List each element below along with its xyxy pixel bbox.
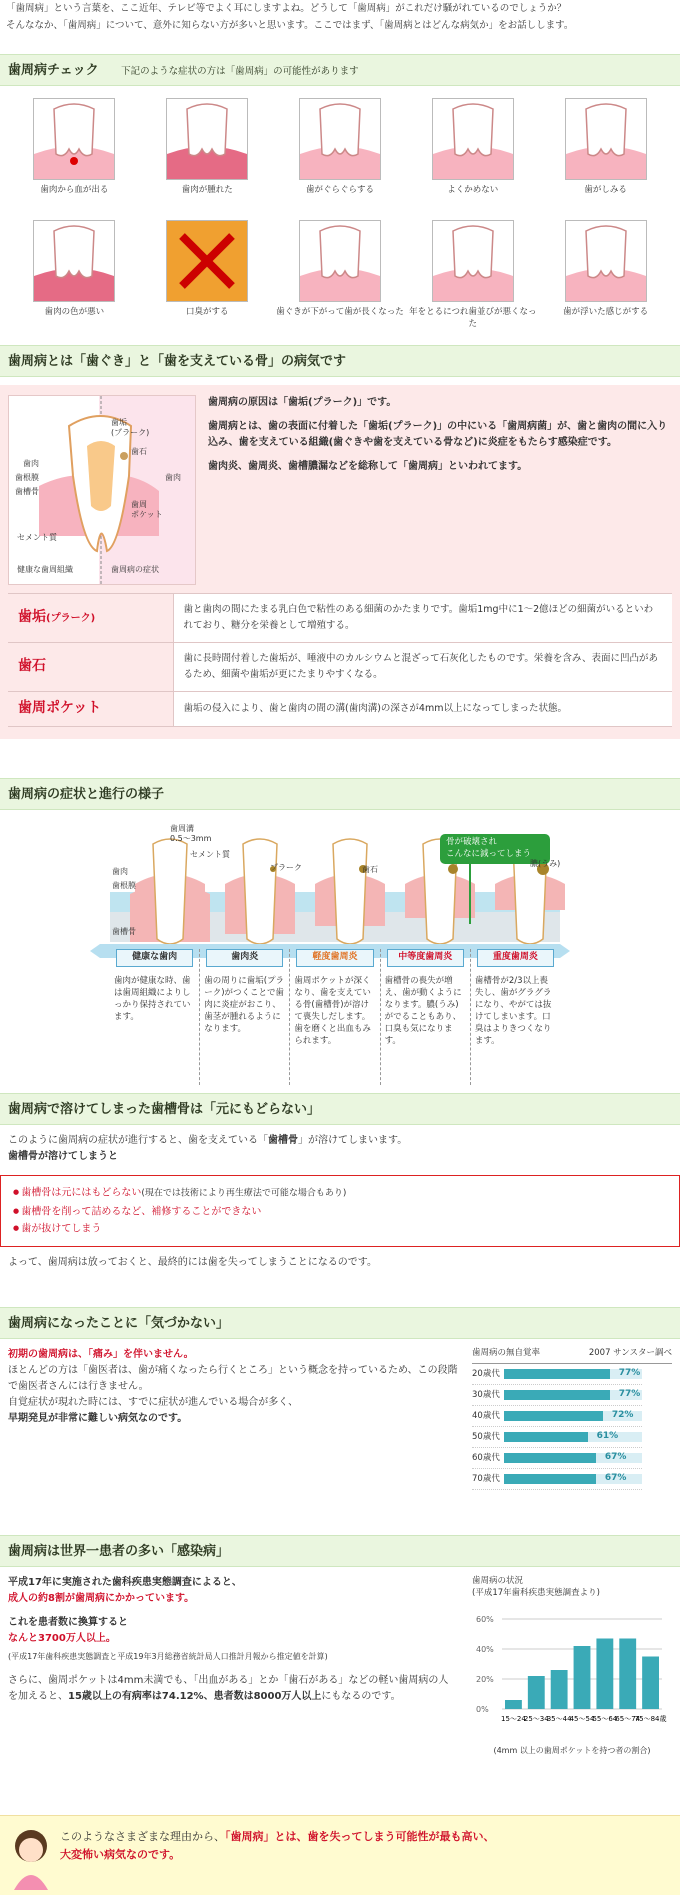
- y-tick: 40%: [476, 1645, 494, 1654]
- label-plaque-2: プラーク: [270, 863, 302, 872]
- hbar-fill: [504, 1431, 619, 1442]
- check-item: [274, 98, 407, 212]
- intro-line1: 「歯周病」という言葉を、ここ近年、テレビ等でよく耳にしますよね。どうして「歯周病」がこれだけ騒がれているのでしょうか？: [6, 3, 567, 14]
- bone-text: [0, 1125, 680, 1173]
- hbar-fill: [504, 1368, 641, 1379]
- warn-box: [0, 1175, 680, 1247]
- warn-text: 歯槽骨は元にはもどらない: [21, 1187, 142, 1199]
- check-item: [406, 220, 539, 334]
- hbar-row: [472, 1469, 642, 1490]
- infection-heading: 歯周病は世界一患者の多い「感染病」: [0, 1535, 680, 1567]
- warn-item: [13, 1184, 667, 1203]
- infection-text: [8, 1575, 472, 1757]
- stage-desc: 歯槽骨が2/3以上喪失し、歯がグラグラになり、やがては抜けてしまいます。口臭はよりきつくなります。: [474, 975, 552, 1046]
- intro: [0, 0, 680, 34]
- infection-p3-bold: 15歳以上の有病率は74.12%、患者数は8000万人以上: [68, 1691, 322, 1702]
- check-item: [274, 220, 407, 334]
- unaware-p3: 早期発見が非常に難しい病気なのです。: [8, 1413, 188, 1424]
- stage-column: [471, 949, 560, 1085]
- hbar-value: 72%: [611, 1410, 634, 1421]
- infection-p3-suffix: にもなるのです。: [321, 1691, 401, 1702]
- term-label: 歯垢: [18, 609, 46, 625]
- stage-desc: 歯槽骨の喪失が増え、歯が動くようになります。膿(うみ)がでることもあり、口臭も気になります。: [384, 975, 462, 1046]
- hbar-fill: [504, 1410, 634, 1421]
- bone-p1-suffix: 」が溶けてしまいます。: [298, 1135, 408, 1146]
- label-ligament: 歯根膜: [15, 473, 39, 482]
- label-bone-2: 歯槽骨: [112, 927, 136, 936]
- stage-column: [110, 949, 200, 1085]
- nurse-icon: [6, 1822, 56, 1892]
- check-item: [406, 98, 539, 212]
- label-tartar: 歯石: [131, 447, 147, 456]
- what-section: [0, 345, 680, 739]
- term-row: [8, 692, 672, 727]
- check-item: [539, 220, 672, 334]
- bite-problem-icon: [432, 98, 514, 180]
- unaware-p2: 自覚症状が現れた時には、すでに症状が進んでいる場合が多く、: [8, 1397, 299, 1408]
- hbar-fill: [504, 1473, 627, 1484]
- infection-p1: 平成17年に実施された歯科疾患実態調査によると、: [8, 1577, 242, 1588]
- hbar-value: 67%: [604, 1452, 627, 1463]
- stage-desc: 歯肉が健康な時、歯は歯周組織によりしっかり保持されています。: [114, 975, 191, 1022]
- hbar-value: 67%: [604, 1473, 627, 1484]
- term-row: [8, 643, 672, 692]
- hbar-category: 60歳代: [472, 1452, 500, 1463]
- final-red2: 大変怖い病気なのです。: [60, 1848, 181, 1861]
- x-tick: 75〜84歳: [634, 1715, 667, 1723]
- intro-line2: そんななか、「歯周病」について、意外に知らない方が多いと思います。ここではまず、「歯周病とはどんな病気か」をお話しします。: [6, 20, 574, 31]
- warn-text: 歯槽骨を削って詰めるなど、補修することができない: [21, 1206, 262, 1217]
- infection-section: [0, 1535, 680, 1765]
- progress-diagram: [0, 814, 680, 1104]
- crooked-teeth-icon: [432, 220, 514, 302]
- label-disease: 歯周病の症状: [111, 565, 159, 574]
- bone-p1-bold: 歯槽骨: [268, 1135, 298, 1146]
- term-desc: 歯と歯肉の間にたまる乳白色で粘性のある細菌のかたまりです。歯垢1mg中に1〜2億ほどの細菌がいるといわれており、糖分を栄養として増殖する。: [173, 594, 672, 643]
- check-heading: [0, 54, 680, 86]
- stage-column: [290, 949, 380, 1085]
- label-plaque: 歯垢 (プラーク): [111, 418, 150, 437]
- stage-label: 重度歯周炎: [477, 949, 554, 967]
- hbar-row: [472, 1385, 642, 1406]
- vbar: [619, 1639, 636, 1710]
- warn-note: (現在では技術により再生療法で可能な場合もあり): [141, 1188, 347, 1199]
- bone-p2: 歯槽骨が溶けてしまうと: [8, 1151, 118, 1162]
- unaware-chart-title: 歯周病の無自覚率: [472, 1348, 541, 1358]
- final-prefix: このようなさまざまな理由から、: [60, 1830, 225, 1843]
- x-tick: 55〜64: [592, 1715, 618, 1723]
- stage-label: 健康な歯肉: [116, 949, 193, 967]
- check-item: [539, 98, 672, 212]
- check-caption: 歯が浮いた感じがする: [563, 307, 649, 317]
- x-tick: 35〜44: [546, 1715, 572, 1723]
- terms-table: [8, 593, 672, 727]
- stage-column: [381, 949, 471, 1085]
- check-caption: 歯がしみる: [584, 185, 627, 195]
- bone-section: [0, 1093, 680, 1279]
- progress-heading: 歯周病の症状と進行の様子: [0, 778, 680, 810]
- unaware-text: [8, 1347, 472, 1490]
- label-gum-left: 歯肉: [23, 459, 39, 468]
- check-caption: 歯肉から血が出る: [40, 185, 109, 195]
- what-p2: 歯周病とは、歯の表面に付着した「歯垢(プラーク)」の中にいる「歯周病菌」が、歯と歯肉の間に入り込み、歯を支えている組織(歯ぐきや歯を支えている骨など)に炎症をもたらす感染症です。: [208, 421, 668, 448]
- callout-text: 骨が破壊され こんなに減ってしまう: [446, 837, 532, 859]
- x-tick: 65〜74: [615, 1715, 641, 1723]
- y-tick: 20%: [476, 1675, 494, 1684]
- hbar-category: 50歳代: [472, 1431, 500, 1442]
- infection-p2: これを患者数に換算すると: [8, 1617, 128, 1628]
- receding-gum-icon: [299, 220, 381, 302]
- infection-p3-prefix: さらに、歯周ポケットは4mm未満でも、「出血がある」とか「歯石がある」などの軽い歯周病の人を加えると、: [8, 1675, 449, 1702]
- what-heading: 歯周病とは「歯ぐき」と「歯を支えている骨」の病気です: [0, 345, 680, 377]
- label-gum-right: 歯肉: [165, 473, 181, 482]
- unaware-lead: 初期の歯周病は、「痛み」を伴いません。: [8, 1349, 194, 1360]
- stage-label: 軽度歯周炎: [296, 949, 373, 967]
- check-item: [141, 220, 274, 334]
- term-desc: 歯に長時間付着した歯垢が、唾液中のカルシウムと混ざって石灰化したものです。栄養を含み、表面に凹凸があるため、細菌や歯垢が更にたまりやすくなる。: [173, 643, 672, 692]
- unaware-chart: [472, 1347, 672, 1490]
- term-name: [8, 643, 173, 692]
- stage-column: [200, 949, 290, 1085]
- check-caption: 口臭がする: [185, 307, 229, 317]
- hbar-value: 77%: [618, 1389, 641, 1400]
- bone-heading: 歯周病で溶けてしまった歯槽骨は「元にもどらない」: [0, 1093, 680, 1125]
- vbar: [596, 1639, 613, 1710]
- term-name: [8, 692, 173, 727]
- stage-desc: 歯の周りに歯垢(プラーク)がつくことで歯肉に炎症がおこり、歯茎が腫れるようになります。: [204, 975, 285, 1034]
- infection-chart-title: 歯周病の状況 (平成17年歯科疾患実態調査より): [472, 1576, 600, 1598]
- vbar: [574, 1646, 591, 1709]
- label-pocket-depth: 歯周溝 0.5〜3mm: [170, 824, 212, 843]
- stage-tooth: [225, 839, 295, 944]
- check-subtitle: 下記のような症状の方は「歯周病」の可能性があります: [121, 66, 359, 77]
- stage-desc: 歯周ポケットが深くなり、歯を支えている骨(歯槽骨)が溶けて喪失しだします。歯を磨くと出血もみられます。: [294, 975, 371, 1046]
- y-tick: 60%: [476, 1615, 494, 1624]
- unaware-heading: 歯周病になったことに「気づかない」: [0, 1307, 680, 1339]
- label-pus: 膿(うみ): [530, 859, 561, 868]
- check-caption: よくかめない: [447, 185, 499, 195]
- hbar-category: 40歳代: [472, 1410, 500, 1421]
- check-item: [141, 98, 274, 212]
- infection-p2-red: なんと3700万人以上。: [8, 1633, 116, 1644]
- check-caption: 歯肉の色が悪い: [44, 307, 105, 317]
- vbar: [505, 1700, 522, 1709]
- check-caption: 歯がぐらぐらする: [305, 185, 374, 195]
- unaware-chart-source: 2007 サンスター調べ: [588, 1348, 672, 1358]
- hbar-row: [472, 1364, 642, 1385]
- what-p1: 歯周病の原因は「歯垢(プラーク)」です。: [208, 397, 397, 408]
- infection-note: (平成17年歯科疾患実態調査と平成19年3月総務省統計局人口推計月報から推定値を計算): [8, 1652, 328, 1661]
- check-caption: 歯肉が腫れた: [181, 185, 233, 195]
- progress-section: [0, 778, 680, 1104]
- hbar-category: 20歳代: [472, 1368, 500, 1379]
- bad-breath-icon: [166, 220, 248, 302]
- label-gum-2: 歯肉: [112, 867, 128, 876]
- hbar-fill: [504, 1452, 627, 1463]
- hbar-value: 61%: [596, 1431, 619, 1442]
- y-tick: 0%: [476, 1705, 489, 1714]
- term-row: [8, 594, 672, 643]
- check-caption: 年をとるにつれ歯並びが悪くなった: [409, 307, 537, 329]
- floating-tooth-icon: [565, 220, 647, 302]
- infection-p1-red: 成人の約8割が歯周病にかかっています。: [8, 1593, 195, 1604]
- check-title: 歯周病チェック: [8, 63, 99, 78]
- label-bone: 歯槽骨: [15, 487, 39, 496]
- unaware-section: [0, 1307, 680, 1498]
- label-healthy: 健康な歯周組織: [17, 565, 73, 574]
- stage-label: 歯肉炎: [206, 949, 283, 967]
- label-ligament-2: 歯根膜: [112, 881, 136, 890]
- hbar-category: 30歳代: [472, 1389, 500, 1400]
- label-tartar-2: 歯石: [362, 865, 378, 874]
- x-tick: 45〜54: [569, 1715, 595, 1723]
- check-item: [8, 220, 141, 334]
- unaware-p1: ほとんどの方は「歯医者は、歯が痛くなったら行くところ」という概念を持っているため、この段階で歯医者さんには行きません。: [8, 1365, 458, 1392]
- check-caption: 歯ぐきが下がって歯が長くなった: [276, 307, 404, 317]
- loose-tooth-icon: [299, 98, 381, 180]
- hbar-value: 77%: [618, 1368, 641, 1379]
- infection-chart-caption: (4mm 以上の歯周ポケットを持つ者の割合): [493, 1745, 651, 1755]
- vbar: [528, 1676, 545, 1709]
- swollen-gum-icon: [166, 98, 248, 180]
- hbar-row: [472, 1448, 642, 1469]
- hbar-row: [472, 1406, 642, 1427]
- check-section: [0, 54, 680, 334]
- bone-p1-prefix: このように歯周病の症状が進行すると、歯を支えている「: [8, 1135, 268, 1146]
- what-box: [0, 385, 680, 739]
- hbar-fill: [504, 1389, 641, 1400]
- x-tick: 15〜24: [501, 1715, 526, 1723]
- warn-item: [13, 1220, 667, 1238]
- sensitive-tooth-icon: [565, 98, 647, 180]
- bleeding-gum-icon: [33, 98, 115, 180]
- check-grid: [0, 86, 680, 334]
- term-label: 歯周ポケット: [18, 700, 102, 716]
- gum-color-icon: [33, 220, 115, 302]
- infection-chart-svg: [472, 1599, 672, 1739]
- term-name: [8, 594, 173, 643]
- final-red1: 「歯周病」とは、歯を失ってしまう可能性が最も高い、: [225, 1830, 495, 1843]
- tooth-anatomy-diagram: [8, 395, 196, 585]
- warn-text: 歯が抜けてしまう: [21, 1223, 102, 1235]
- label-cementum-2: セメント質: [190, 850, 230, 859]
- hbar-category: 70歳代: [472, 1473, 500, 1484]
- label-pocket: 歯周 ポケット: [131, 500, 163, 519]
- check-item: [8, 98, 141, 212]
- what-text: [196, 395, 672, 585]
- infection-chart: [472, 1575, 672, 1757]
- x-tick: 25〜34: [523, 1715, 549, 1723]
- term-desc: 歯垢の侵入により、歯と歯肉の間の溝(歯肉溝)の深さが4mm以上になってしまった状態。: [173, 692, 672, 727]
- label-cementum: セメント質: [17, 533, 57, 542]
- vbar: [551, 1670, 568, 1709]
- term-label: 歯石: [18, 658, 46, 674]
- stage-label: 中等度歯周炎: [387, 949, 464, 967]
- final-text: [60, 1828, 495, 1864]
- term-sub: (プラーク): [46, 613, 96, 624]
- warn-item: [13, 1203, 667, 1221]
- bone-p3: よって、歯周病は放っておくと、最終的には歯を失ってしまうことになるのです。: [8, 1256, 377, 1268]
- hbar-row: [472, 1427, 642, 1448]
- vbar: [642, 1657, 659, 1710]
- what-p3: 歯肉炎、歯周炎、歯槽膿漏などを総称して「歯周病」といわれてます。: [208, 461, 528, 472]
- stage-row: [110, 949, 560, 1085]
- final-box: [0, 1815, 680, 1895]
